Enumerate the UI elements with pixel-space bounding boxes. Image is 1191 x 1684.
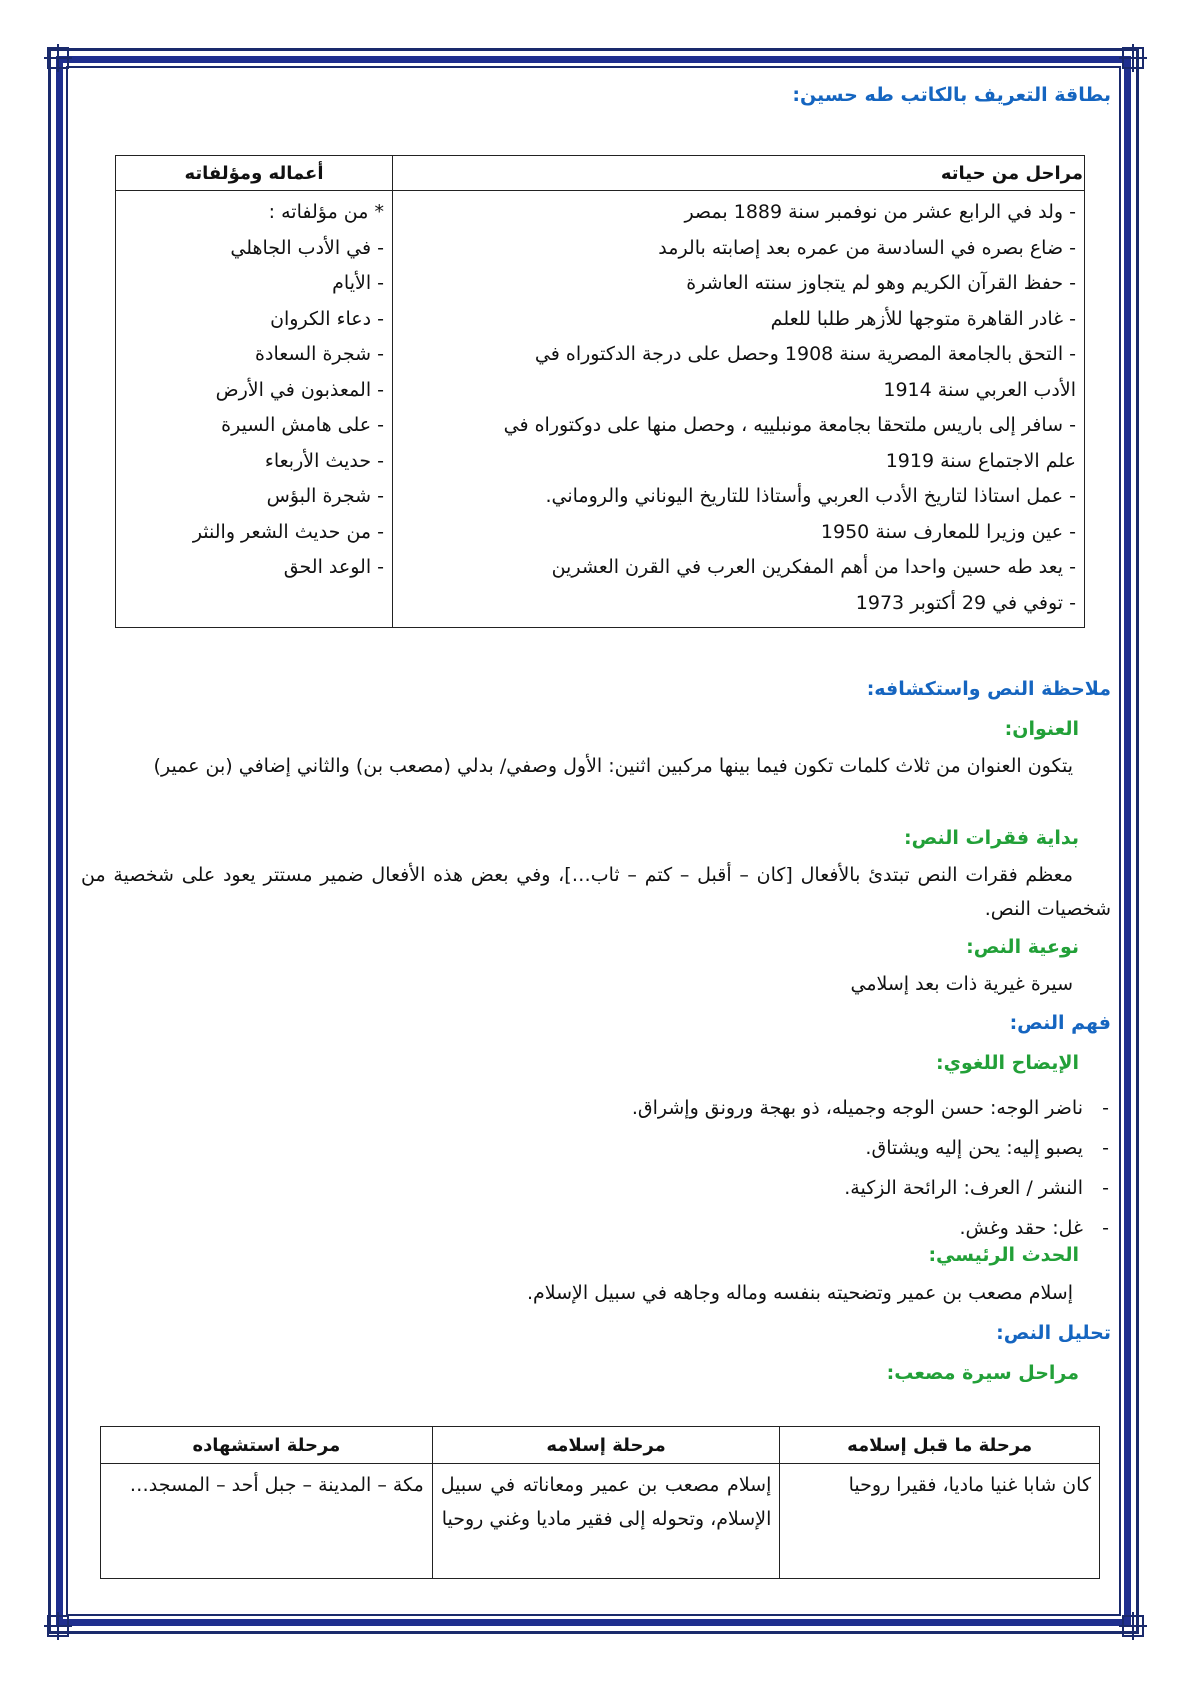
works-cell — [116, 191, 393, 628]
life-line: - التحق بالجامعة المصرية سنة 1908 وحصل على درجة الدكتوراه في — [534, 343, 1076, 365]
bio-header-works: أعماله ومؤلفاته — [116, 156, 393, 191]
main-event-text: إسلام مصعب بن عمير وتضحيته بنفسه وماله وجاهه في سبيل الإسلام. — [527, 1282, 1073, 1304]
life-line: - حفظ القرآن الكريم وهو لم يتجاوز سنته العاشرة — [686, 272, 1076, 294]
card-title: بطاقة التعريف بالكاتب طه حسين: — [792, 84, 1111, 106]
definitions-list — [632, 1088, 1109, 1248]
works-line: - الوعد الحق — [283, 556, 384, 578]
stage-header: مرحلة ما قبل إسلامه — [780, 1427, 1100, 1464]
definition-item: -ناضر الوجه: حسن الوجه وجميله، ذو بهجة ورونق وإشراق. — [631, 1097, 1109, 1119]
main-event-heading: الحدث الرئيسي: — [928, 1244, 1079, 1266]
life-line: - يعد طه حسين واحدا من أهم المفكرين العرب في القرن العشرين — [551, 556, 1076, 578]
definition-item: -النشر / العرف: الرائحة الزكية. — [844, 1177, 1109, 1199]
stage-cell: مكة – المدينة – جبل أحد – المسجد… — [101, 1464, 433, 1579]
analysis-title: تحليل النص: — [996, 1322, 1111, 1344]
definition-item: -غل: حقد وغش. — [959, 1217, 1109, 1239]
works-line: - من حديث الشعر والنثر — [192, 520, 384, 543]
bio-table — [115, 155, 1085, 628]
corner-ornament-icon — [44, 44, 72, 72]
text-type-description: سيرة غيرية ذات بعد إسلامي — [850, 973, 1073, 995]
stages-table — [100, 1426, 1100, 1579]
life-line: - غادر القاهرة متوجها للأزهر طلبا للعلم — [770, 307, 1076, 330]
lexical-heading: الإيضاح اللغوي: — [935, 1052, 1079, 1074]
works-line: - الأيام — [332, 272, 384, 294]
works-line: - على هامش السيرة — [221, 414, 384, 436]
stage-header: مرحلة إسلامه — [432, 1427, 780, 1464]
works-line: - في الأدب الجاهلي — [230, 236, 384, 259]
works-line: - شجرة السعادة — [255, 343, 384, 365]
life-line: علم الاجتماع سنة 1919 — [885, 449, 1076, 472]
life-line: - سافر إلى باريس ملتحقا بجامعة مونبلييه ، وحصل منها على دوكتوراه في — [503, 414, 1076, 436]
life-stages-cell — [393, 191, 1085, 628]
life-line: - توفي في 29 أكتوبر 1973 — [855, 591, 1076, 614]
life-line: - ولد في الرابع عشر من نوفمبر سنة 1889 بمصر — [684, 201, 1076, 223]
works-line: * من مؤلفاته : — [268, 201, 384, 223]
understanding-title: فهم النص: — [1009, 1012, 1111, 1034]
definition-item: -يصبو إليه: يحن إليه ويشتاق. — [865, 1137, 1109, 1159]
life-line: - عين وزيرا للمعارف سنة 1950 — [820, 520, 1076, 543]
corner-ornament-icon — [44, 1612, 72, 1640]
title-description: يتكون العنوان من ثلاث كلمات تكون فيما بينها مركبين اثنين: الأول وصفي/ بدلي (مصعب بن) والثاني إضافي (بن عمير) — [153, 755, 1073, 777]
stage-cell: كان شابا غنيا ماديا، فقيرا روحيا — [780, 1464, 1100, 1579]
paragraphs-description: معظم فقرات النص تبتدئ بالأفعال [كان – أقبل – كتم – ثاب…]، وفي بعض هذه الأفعال ضمير مستتر يعود على شخصية من شخصيات النص. — [81, 864, 1111, 920]
works-line: - المعذبون في الأرض — [215, 378, 384, 401]
stage-header: مرحلة استشهاده — [101, 1427, 433, 1464]
corner-ornament-icon — [1119, 1612, 1147, 1640]
bio-header-life: مراحل من حياته — [393, 156, 1085, 191]
stages-heading: مراحل سيرة مصعب: — [886, 1362, 1079, 1384]
observation-title: ملاحظة النص واستكشافه: — [866, 678, 1111, 700]
works-line: - دعاء الكروان — [270, 307, 384, 330]
paragraphs-heading: بداية فقرات النص: — [904, 827, 1079, 849]
life-line: - عمل استاذا لتاريخ الأدب العربي وأستاذا للتاريخ اليوناني والروماني. — [545, 485, 1076, 507]
life-line: الأدب العربي سنة 1914 — [883, 378, 1076, 401]
works-line: - شجرة البؤس — [266, 485, 384, 507]
corner-ornament-icon — [1119, 44, 1147, 72]
title-heading: العنوان: — [1004, 718, 1079, 740]
text-type-heading: نوعية النص: — [966, 936, 1079, 958]
works-line: - حديث الأربعاء — [264, 449, 384, 472]
life-line: - ضاع بصره في السادسة من عمره بعد إصابته بالرمد — [658, 236, 1076, 259]
stage-cell: إسلام مصعب بن عمير ومعاناته في سبيل الإسلام، وتحوله إلى فقير ماديا وغني روحيا — [432, 1464, 780, 1579]
